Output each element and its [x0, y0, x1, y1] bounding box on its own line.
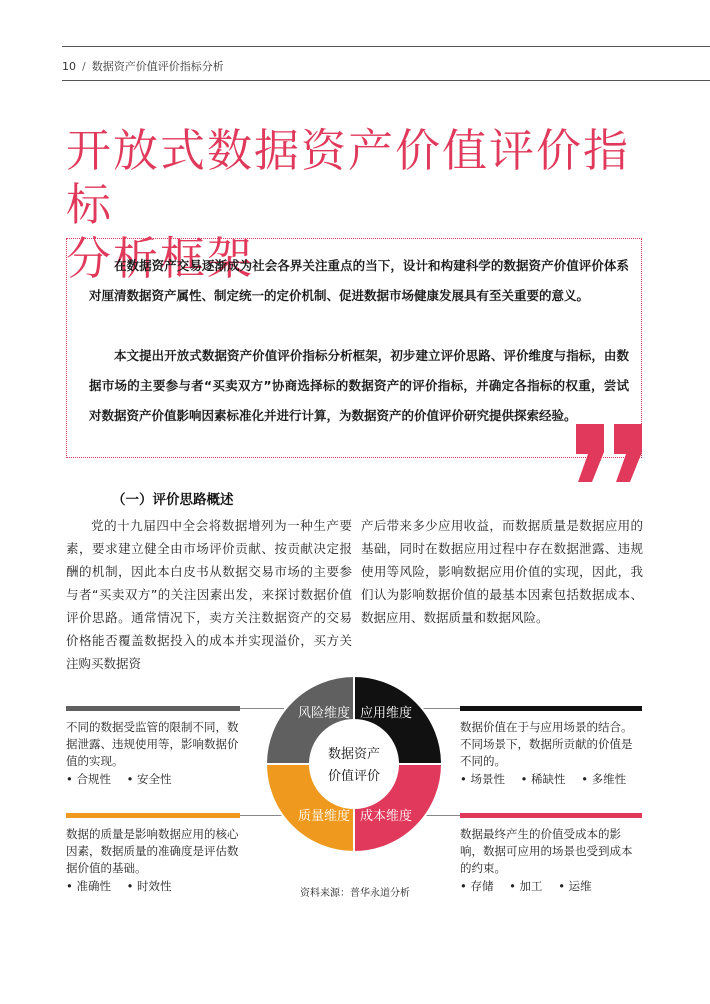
risk-box	[66, 706, 240, 788]
application-tag: • 场景性	[460, 772, 505, 786]
abstract-paragraph-2: 本文提出开放式数据资产价值评价指标分析框架，初步建立评价思路、评价维度与指标，由数据市场的主要参与者“买卖双方”协商选择标的数据资产的评价指标，并确定各指标的权重，尝试对数据资产价值影响因素标准化并进行计算，为数据资产的价值评价研究提供探索经验。	[89, 348, 629, 423]
application-tag: • 多维性	[581, 772, 627, 786]
quality-text: 数据的质量是影响数据应用的核心因素，数据质量的准确度是评估数据价值的基础。	[66, 827, 239, 875]
title-line-2: 分析框架	[66, 232, 255, 285]
cost-tag: • 加工	[509, 879, 543, 893]
cost-text: 数据最终产生的价值受成本的影响，数据可应用的场景也受到成本的约束。	[460, 827, 633, 875]
risk-segment-label: 风险维度	[297, 706, 351, 721]
abstract-box	[66, 238, 642, 458]
body-column-1: 党的十九届四中全会将数据增列为一种生产要素，要求建立健全由市场评价贡献、按贡献决定报酬的机制，因此本白皮书从数据交易市场的主要参与者“买卖双方”的关注因素出发，来探讨数据价值评价思路。通常情况下，卖方关注数据资产的交易价格能否覆盖数据投入的成本并实现溢价，买方关注购买数据资	[66, 518, 352, 671]
application-text: 数据价值在于与应用场景的结合。不同场景下，数据所贡献的价值是不同的。	[460, 720, 633, 768]
quality-bar	[66, 813, 240, 818]
quote-mark-icon	[574, 422, 646, 486]
risk-tag: • 安全性	[126, 772, 172, 786]
application-box	[460, 706, 642, 788]
title-line-1: 开放式数据资产价值评价指标	[66, 124, 631, 231]
source-note: 资料来源：普华永道分析	[300, 888, 410, 899]
cost-box	[460, 813, 642, 895]
header-top-rule	[62, 46, 710, 47]
risk-text: 不同的数据受监管的限制不同，数据泄露、违规使用等，影响数据价值的实现。	[66, 720, 239, 768]
cost-tag: • 存储	[460, 879, 494, 893]
quality-tag: • 时效性	[126, 879, 172, 893]
center-label-line-1: 数据资产	[327, 747, 381, 762]
center-label-line-2: 价值评价	[327, 769, 381, 784]
header-section-title: 数据资产价值评价指标分析	[91, 60, 224, 73]
cost-tag: • 运维	[558, 879, 592, 893]
abstract-paragraph-1: 在数据资产交易逐渐成为社会各界关注重点的当下，设计和构建科学的数据资产价值评价体系对厘清数据资产属性、制定统一的定价机制、促进数据市场健康发展具有至关重要的意义。	[89, 258, 629, 303]
application-tag: • 稀缺性	[520, 772, 566, 786]
application-tags	[460, 771, 642, 788]
quality-box	[66, 813, 240, 895]
quality-tag: • 准确性	[66, 879, 111, 893]
value-dimension-donut	[266, 676, 442, 852]
quality-segment-label: 质量维度	[297, 809, 351, 824]
risk-bar	[66, 706, 240, 711]
application-bar	[460, 706, 642, 711]
page-number: 10	[62, 60, 76, 73]
cost-segment-label: 成本维度	[359, 809, 413, 824]
cost-bar	[460, 813, 642, 818]
body-column-2: 产后带来多少应用收益，而数据质量是数据应用的基础，同时在数据应用过程中存在数据泄露、违规使用等风险，影响数据应用价值的实现，因此，我们认为影响数据价值的最基本因素包括数据成本、数据应用、数据质量和数据风险。	[361, 518, 643, 625]
risk-tag: • 合规性	[66, 772, 111, 786]
page-header	[62, 58, 224, 74]
header-separator: /	[82, 60, 86, 73]
section-heading: （一）评价思路概述	[112, 492, 234, 508]
application-segment-label: 应用维度	[359, 706, 413, 721]
header-bottom-rule	[62, 80, 710, 81]
risk-tags	[66, 771, 240, 788]
